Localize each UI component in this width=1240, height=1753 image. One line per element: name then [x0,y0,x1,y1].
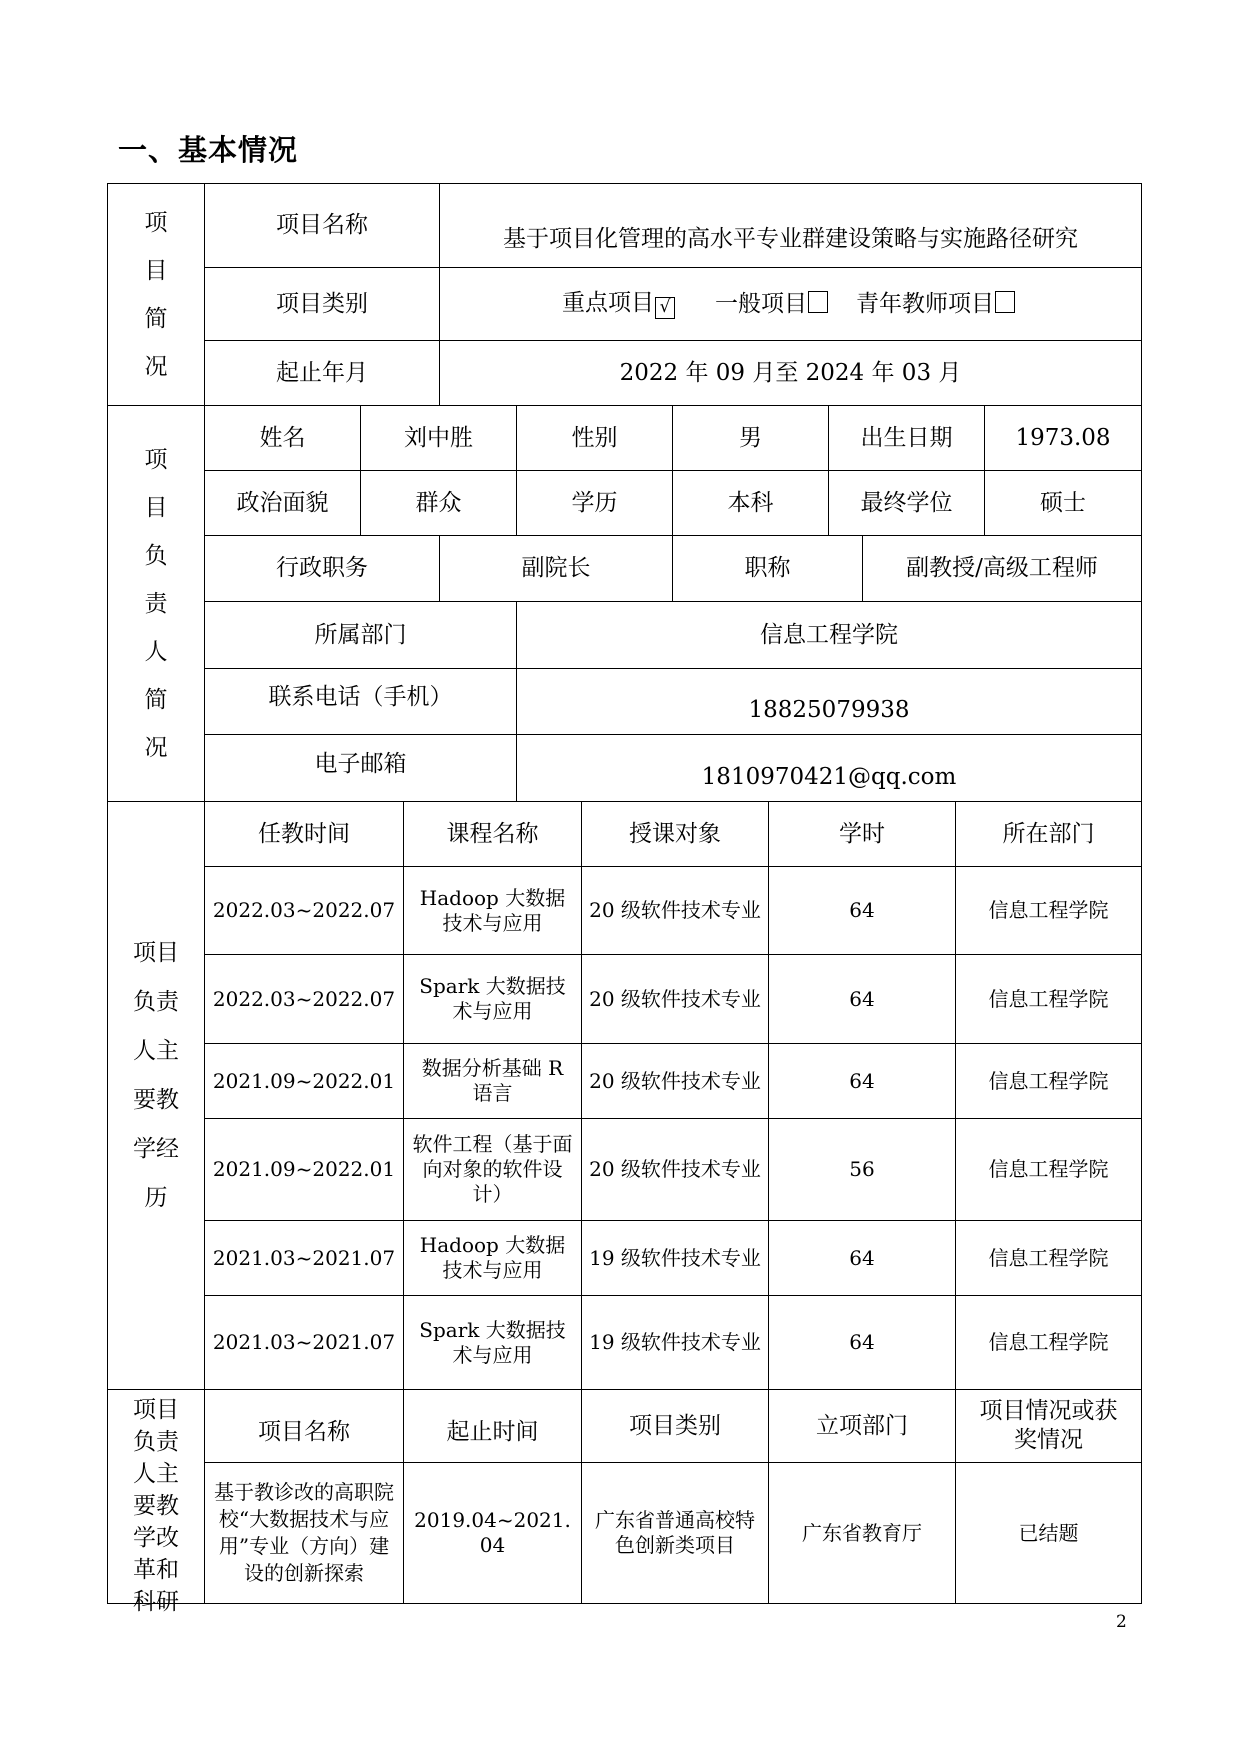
title-label: 职称 [672,535,863,602]
category-option-label: 青年教师项目 [856,290,994,317]
project-name-label: 项目名称 [204,183,440,268]
gender-label: 性别 [516,405,673,471]
teaching-cell-hours: 64 [768,954,956,1044]
side-char: 简 [144,686,168,713]
email-value: 1810970421@qq.com [516,734,1142,802]
teaching-cell-dept: 信息工程学院 [955,866,1142,955]
category-option-label: 一般项目 [715,290,807,317]
research-header-name: 项目名称 [204,1389,404,1463]
checkbox-checked[interactable]: √ [655,297,675,319]
gender-value: 男 [672,405,829,471]
teaching-cell-time: 2022.03~2022.07 [204,866,404,955]
side-line: 要教 [133,1086,179,1113]
teaching-header-time: 任教时间 [204,801,404,867]
side-char: 项 [144,446,168,473]
project-name-value: 基于项目化管理的高水平专业群建设策略与实施路径研究 [439,183,1142,268]
side-char: 负 [144,542,168,569]
teaching-cell-time: 2022.03~2022.07 [204,954,404,1044]
degree-label: 最终学位 [828,470,985,536]
side-char: 人 [144,638,168,665]
teaching-cell-hours: 64 [768,1295,956,1390]
education-label: 学历 [516,470,673,536]
teaching-cell-hours: 64 [768,866,956,955]
teaching-cell-dept: 信息工程学院 [955,1118,1142,1221]
position-label: 行政职务 [204,535,440,602]
teaching-header-course: 课程名称 [403,801,582,867]
teaching-cell-course: Hadoop 大数据技术与应用 [403,1220,582,1296]
teaching-cell-dept: 信息工程学院 [955,1043,1142,1119]
research-cell-period: 2019.04~2021.04 [403,1462,582,1604]
teaching-cell-time: 2021.09~2022.01 [204,1043,404,1119]
project-category-label: 项目类别 [204,267,440,341]
teaching-side-label [107,801,205,1390]
research-cell-dept: 广东省教育厅 [768,1462,956,1604]
side-line: 要教 [133,1493,179,1519]
title-value: 副教授/高级工程师 [862,535,1142,602]
political-label: 政治面貌 [204,470,361,536]
leader-side-label [107,405,205,802]
phone-label: 联系电话（手机） [204,668,517,735]
teaching-cell-time: 2021.09~2022.01 [204,1118,404,1221]
teaching-header-target: 授课对象 [581,801,769,867]
research-header-status: 项目情况或获奖情况 [955,1389,1142,1463]
section-heading: 一、基本情况 [118,133,299,167]
side-line: 项目 [133,939,179,966]
category-option-young-teacher[interactable] [856,290,1019,319]
category-option-label: 重点项目 [562,290,654,316]
teaching-cell-hours: 64 [768,1043,956,1119]
side-line: 革和 [133,1557,179,1583]
teaching-header-hours: 学时 [768,801,956,867]
teaching-cell-hours: 64 [768,1220,956,1296]
project-period-label: 起止年月 [204,340,440,406]
political-value: 群众 [360,470,517,536]
teaching-cell-course: Spark 大数据技术与应用 [403,954,582,1044]
teaching-cell-hours: 56 [768,1118,956,1221]
research-header-category: 项目类别 [581,1389,769,1463]
research-header-period: 起止时间 [403,1389,582,1463]
side-line: 人主 [133,1037,179,1064]
teaching-cell-course: 数据分析基础 R 语言 [403,1043,582,1119]
phone-value: 18825079938 [516,668,1142,735]
project-period-value: 2022 年 09 月至 2024 年 03 月 [439,340,1142,406]
birth-label: 出生日期 [828,405,985,471]
teaching-cell-dept: 信息工程学院 [955,1295,1142,1390]
research-header-dept: 立项部门 [768,1389,956,1463]
name-label: 姓名 [204,405,361,471]
side-line: 学经 [133,1135,179,1162]
dept-label: 所属部门 [204,601,517,669]
side-line: 负责 [133,988,179,1015]
teaching-cell-time: 2021.03~2021.07 [204,1295,404,1390]
side-char: 目 [144,494,168,521]
research-cell-category: 广东省普通高校特色创新类项目 [581,1462,769,1604]
education-value: 本科 [672,470,829,536]
project-category-options [439,267,1142,341]
teaching-cell-dept: 信息工程学院 [955,1220,1142,1296]
side-line: 项目 [133,1397,179,1423]
side-line: 学改 [133,1525,179,1551]
side-line: 历 [144,1184,168,1211]
teaching-cell-course: Spark 大数据技术与应用 [403,1295,582,1390]
email-label: 电子邮箱 [204,734,517,802]
teaching-cell-course: 软件工程（基于面向对象的软件设计） [403,1118,582,1221]
checkbox-unchecked[interactable] [808,291,828,313]
side-line: 科研 [133,1589,179,1615]
teaching-cell-target: 20 级软件技术专业 [581,1118,769,1221]
side-char: 简 [144,305,168,332]
side-char: 项 [144,209,168,236]
name-value: 刘中胜 [360,405,517,471]
teaching-header-dept: 所在部门 [955,801,1142,867]
side-char: 责 [144,590,168,617]
side-char: 况 [144,734,168,761]
degree-value: 硕士 [984,470,1142,536]
research-cell-status: 已结题 [955,1462,1142,1604]
checkbox-unchecked[interactable] [995,291,1015,313]
teaching-cell-course: Hadoop 大数据技术与应用 [403,866,582,955]
category-option-general[interactable] [715,290,832,319]
overview-side-label [107,183,205,406]
page-number: 2 [1116,1612,1127,1632]
teaching-cell-time: 2021.03~2021.07 [204,1220,404,1296]
side-line: 负责 [133,1429,179,1455]
teaching-cell-target: 19 级软件技术专业 [581,1220,769,1296]
dept-value: 信息工程学院 [516,601,1142,669]
research-side-label [107,1389,205,1615]
category-option-key[interactable] [562,289,679,319]
teaching-cell-target: 20 级软件技术专业 [581,1043,769,1119]
position-value: 副院长 [439,535,673,602]
research-cell-name: 基于教诊改的高职院校“大数据技术与应用”专业（方向）建设的创新探索 [204,1462,404,1604]
side-char: 目 [144,257,168,284]
teaching-cell-target: 20 级软件技术专业 [581,954,769,1044]
birth-value: 1973.08 [984,405,1142,471]
side-line: 人主 [133,1461,179,1487]
side-char: 况 [144,353,168,380]
teaching-cell-dept: 信息工程学院 [955,954,1142,1044]
teaching-cell-target: 20 级软件技术专业 [581,866,769,955]
teaching-cell-target: 19 级软件技术专业 [581,1295,769,1390]
